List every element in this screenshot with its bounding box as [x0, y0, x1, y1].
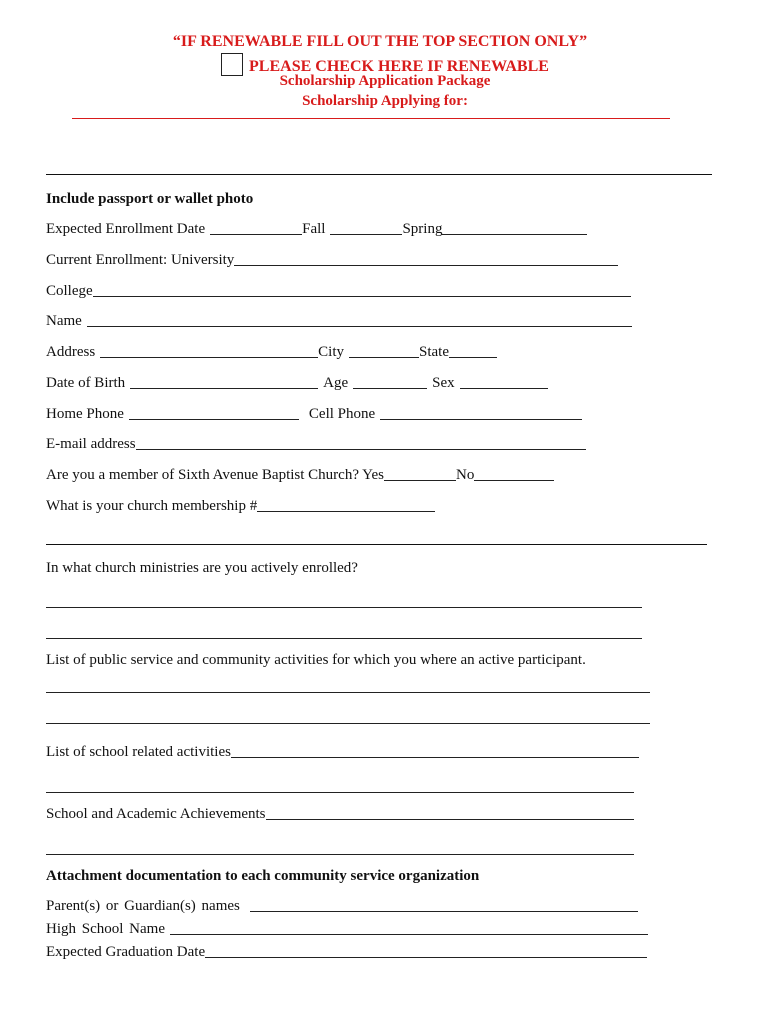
member-yes-field[interactable]: [384, 466, 456, 481]
applying-for-line[interactable]: [72, 118, 670, 119]
home-phone-field[interactable]: [129, 405, 299, 420]
age-field[interactable]: [353, 374, 427, 389]
photo-note: Include passport or wallet photo: [46, 191, 254, 207]
membership-row: What is your church membership #: [46, 497, 435, 515]
graduation-row: Expected Graduation Date: [46, 943, 647, 961]
school-activities-row: List of school related activities: [46, 743, 639, 761]
dob-field[interactable]: [130, 374, 318, 389]
city-field[interactable]: [349, 343, 419, 358]
email-row: E-mail address: [46, 435, 586, 453]
achievements-field[interactable]: [266, 805, 634, 820]
divider-rule: [46, 174, 712, 175]
state-field[interactable]: [449, 343, 497, 358]
high-school-row: High School Name: [46, 920, 648, 938]
name-row: Name: [46, 312, 632, 330]
ministries-line-1[interactable]: [46, 607, 642, 608]
college-row: College: [46, 282, 631, 300]
member-row: Are you a member of Sixth Avenue Baptist Church? Yes No: [46, 466, 554, 484]
renewable-notice: “IF RENEWABLE FILL OUT THE TOP SECTION ONLY”: [172, 33, 588, 50]
email-field[interactable]: [136, 435, 586, 450]
renewable-check-label: PLEASE CHECK HERE IF RENEWABLE: [249, 58, 549, 75]
enrollment-date-field[interactable]: [442, 220, 587, 235]
applying-for-label: Scholarship Applying for:: [302, 93, 468, 109]
guardians-field[interactable]: [250, 897, 638, 912]
fall-field[interactable]: [210, 220, 302, 235]
public-service-line-2[interactable]: [46, 723, 650, 724]
achievements-row: School and Academic Achievements: [46, 805, 634, 823]
sex-field[interactable]: [460, 374, 548, 389]
school-activities-field[interactable]: [231, 743, 639, 758]
guardians-row: Parent(s) or Guardian(s) names: [46, 897, 638, 915]
public-service-label: List of public service and community activities for which you where an active participant.: [46, 652, 586, 668]
section-divider: [46, 544, 707, 545]
achievements-line-2[interactable]: [46, 854, 634, 855]
ministries-line-2[interactable]: [46, 638, 642, 639]
high-school-field[interactable]: [170, 920, 648, 935]
phone-row: Home Phone Cell Phone: [46, 405, 582, 423]
university-row: Current Enrollment: University: [46, 251, 618, 269]
spring-field[interactable]: [330, 220, 402, 235]
college-field[interactable]: [93, 282, 631, 297]
graduation-date-field[interactable]: [205, 943, 647, 958]
member-no-field[interactable]: [474, 466, 554, 481]
university-field[interactable]: [234, 251, 618, 266]
address-field[interactable]: [100, 343, 318, 358]
attachment-note: Attachment documentation to each community service organization: [46, 868, 480, 884]
membership-number-field[interactable]: [257, 497, 435, 512]
ministries-question: In what church ministries are you actively enrolled?: [46, 560, 358, 576]
address-row: Address City State: [46, 343, 497, 361]
school-activities-line-2[interactable]: [46, 792, 634, 793]
name-field[interactable]: [87, 312, 632, 327]
package-title: Scholarship Application Package: [279, 73, 491, 89]
dob-row: Date of Birth Age Sex: [46, 374, 548, 392]
enrollment-date-row: Expected Enrollment Date Fall Spring: [46, 220, 587, 238]
cell-phone-field[interactable]: [380, 405, 582, 420]
public-service-line-1[interactable]: [46, 692, 650, 693]
